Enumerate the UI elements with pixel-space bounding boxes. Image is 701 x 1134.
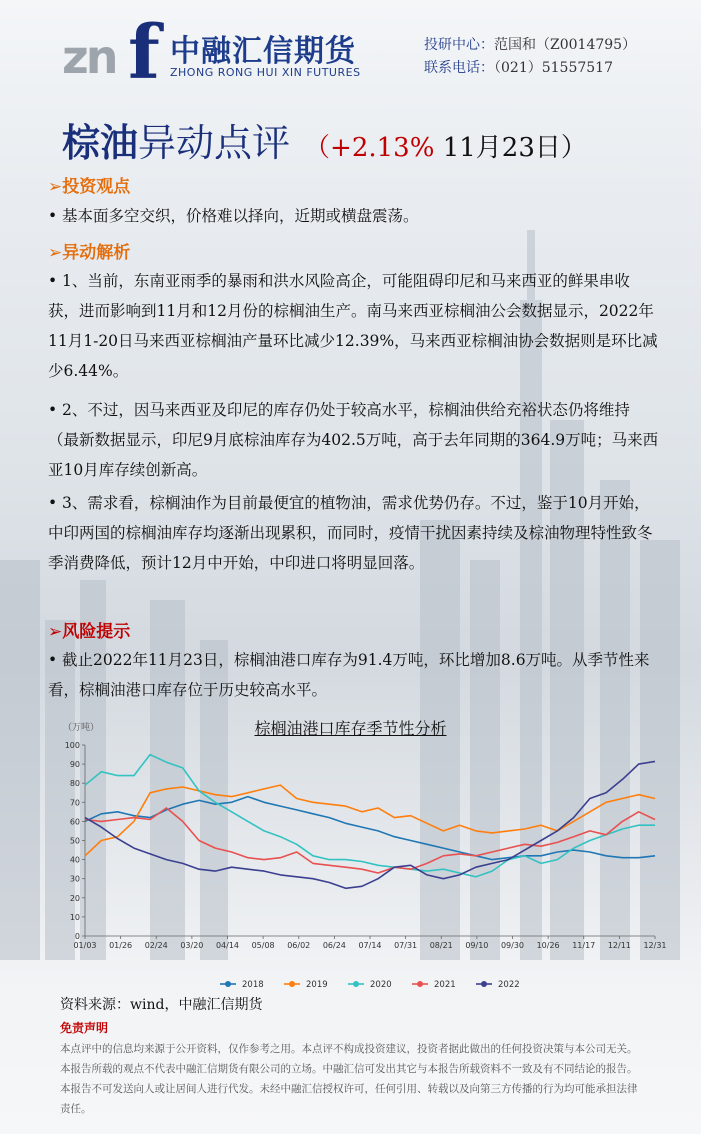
view-paragraph <box>48 201 660 231</box>
inventory-seasonal-chart <box>55 716 685 996</box>
x-tick-label: 07/14 <box>358 941 382 950</box>
series-line-2020 <box>85 755 655 877</box>
analysis-heading: ➢异动解析 <box>48 243 131 263</box>
x-tick-label: 09/10 <box>465 941 489 950</box>
y-tick-label: 10 <box>69 912 80 922</box>
x-tick-label: 12/31 <box>643 941 667 950</box>
page-title <box>62 112 587 165</box>
analyst-label: 投研中心： <box>424 37 494 53</box>
legend-label-2020: 2020 <box>370 980 392 990</box>
y-tick-label: 100 <box>64 741 80 750</box>
y-tick-label: 40 <box>69 855 80 865</box>
x-tick-label: 12/11 <box>607 941 631 950</box>
x-tick-label: 11/17 <box>572 941 596 950</box>
analysis-text-3: 3、需求看，棕榈油作为目前最便宜的植物油，需求优势仍存。不过，鉴于10月开始，中印两国的棕榈油库存均逐渐出现累积，而同时，疫情干扰因素持续及棕油物理特性致冬季消费降低，预计12月中开始，中印进口将明显回落。 <box>48 494 653 572</box>
risk-paragraph <box>48 645 660 705</box>
legend-label-2021: 2021 <box>434 980 456 990</box>
legend-marker-2020 <box>353 981 359 987</box>
x-tick-label: 09/30 <box>500 941 525 950</box>
title-open-paren: （ <box>304 133 331 163</box>
title-change: +2.13% <box>330 133 435 163</box>
y-unit-label: （万吨） <box>63 723 100 733</box>
x-tick-label: 03/20 <box>180 941 204 950</box>
legend-label-2022: 2022 <box>498 980 520 990</box>
company-name-cn: 中融汇信期货 <box>170 34 356 69</box>
x-tick-label: 06/02 <box>287 941 311 950</box>
y-tick-label: 90 <box>69 760 80 770</box>
x-tick-label: 01/26 <box>109 941 133 950</box>
bullet: • <box>48 207 58 225</box>
bullet: • <box>48 494 58 512</box>
phone-label: 联系电话： <box>424 60 494 76</box>
logo-mark: zn <box>62 30 116 84</box>
y-tick-label: 20 <box>69 893 80 903</box>
title-commodity: 棕油 <box>62 121 139 165</box>
data-source: 资料来源：wind，中融汇信期货 <box>60 997 263 1013</box>
title-date: 11月23日） <box>434 133 587 163</box>
x-tick-label: 07/31 <box>394 941 418 950</box>
disclaimer-text: 本点评中的信息均来源于公开资料，仅作参考之用。本点评不构成投资建议，投资者据此做出的任何投资决策与本公司无关。本报告所载的观点不代表中融汇信期货有限公司的立场。中融汇信可发出其它与本报告所载资料不一致及有不同结论的报告。本报告不可发送向人或让居间人进行代发。未经中融汇信授权许可，任何引用、转载以及向第三方传播的行为均可能承担法律责任。 <box>60 1043 638 1115</box>
analysis-paragraph-2 <box>48 395 660 485</box>
x-tick-label: 08/21 <box>429 941 453 950</box>
title-subject: 异动点评 <box>138 121 291 165</box>
contact-info <box>424 34 636 80</box>
y-tick-label: 50 <box>69 836 80 846</box>
phone-value: （021）51557517 <box>494 60 613 76</box>
company-logo <box>62 10 382 96</box>
legend-label-2019: 2019 <box>306 980 328 990</box>
bullet: • <box>48 272 58 290</box>
series-line-2022 <box>85 761 655 888</box>
legend-marker-2022 <box>481 981 487 987</box>
company-name-en: ZHONG RONG HUI XIN FUTURES <box>170 66 361 79</box>
legend-marker-2021 <box>417 981 423 987</box>
bullet: • <box>48 651 58 669</box>
logo-letter: f <box>128 10 160 96</box>
view-heading: ➢投资观点 <box>48 177 131 197</box>
legend-marker-2019 <box>289 981 295 987</box>
bullet: • <box>48 401 58 419</box>
x-tick-label: 01/03 <box>73 941 97 950</box>
legend-marker-2018 <box>225 981 231 987</box>
y-tick-label: 70 <box>69 798 80 808</box>
analysis-text-2: 2、不过，因马来西亚及印尼的库存仍处于较高水平，棕榈油供给充裕状态仍将维持（最新数据显示，印尼9月底棕油库存为402.5万吨，高于去年同期的364.9万吨；马来西亚10月库存续创新高。 <box>48 401 659 479</box>
legend-label-2018: 2018 <box>242 980 264 990</box>
analysis-text-1: 1、当前，东南亚雨季的暴雨和洪水风险高企，可能阻碍印尼和马来西亚的鲜果串收获，进而影响到11月和12月份的棕榈油生产。南马来西亚棕榈油公会数据显示，2022年11月1-20日马来西亚棕榈油产量环比减少12.39%，马来西亚棕榈油协会数据则是环比减少6.44%。 <box>48 272 658 380</box>
x-tick-label: 06/24 <box>322 941 346 950</box>
analysis-paragraph-3 <box>48 488 660 578</box>
analysis-paragraph-1 <box>48 266 660 386</box>
report-header <box>0 0 701 100</box>
y-tick-label: 80 <box>69 779 80 789</box>
y-tick-label: 30 <box>69 874 80 884</box>
disclaimer-heading: 免责声明 <box>60 1021 109 1035</box>
x-tick-label: 05/08 <box>251 941 275 950</box>
view-text: 基本面多空交织，价格难以择向，近期或横盘震荡。 <box>62 207 419 225</box>
x-tick-label: 10/26 <box>536 941 560 950</box>
x-tick-label: 04/14 <box>215 941 240 950</box>
chart-title-text: 棕榈油港口库存季节性分析 <box>254 719 447 738</box>
risk-heading: ➢风险提示 <box>48 622 131 642</box>
risk-text: 截止2022年11月23日，棕榈油港口库存为91.4万吨，环比增加8.6万吨。从季节性来看，棕榈油港口库存位于历史较高水平。 <box>48 651 650 699</box>
y-tick-label: 60 <box>69 817 80 827</box>
y-tick-label: 0 <box>74 932 80 941</box>
x-tick-label: 02/24 <box>144 941 168 950</box>
analyst-value: 范国和（Z0014795） <box>494 37 637 53</box>
